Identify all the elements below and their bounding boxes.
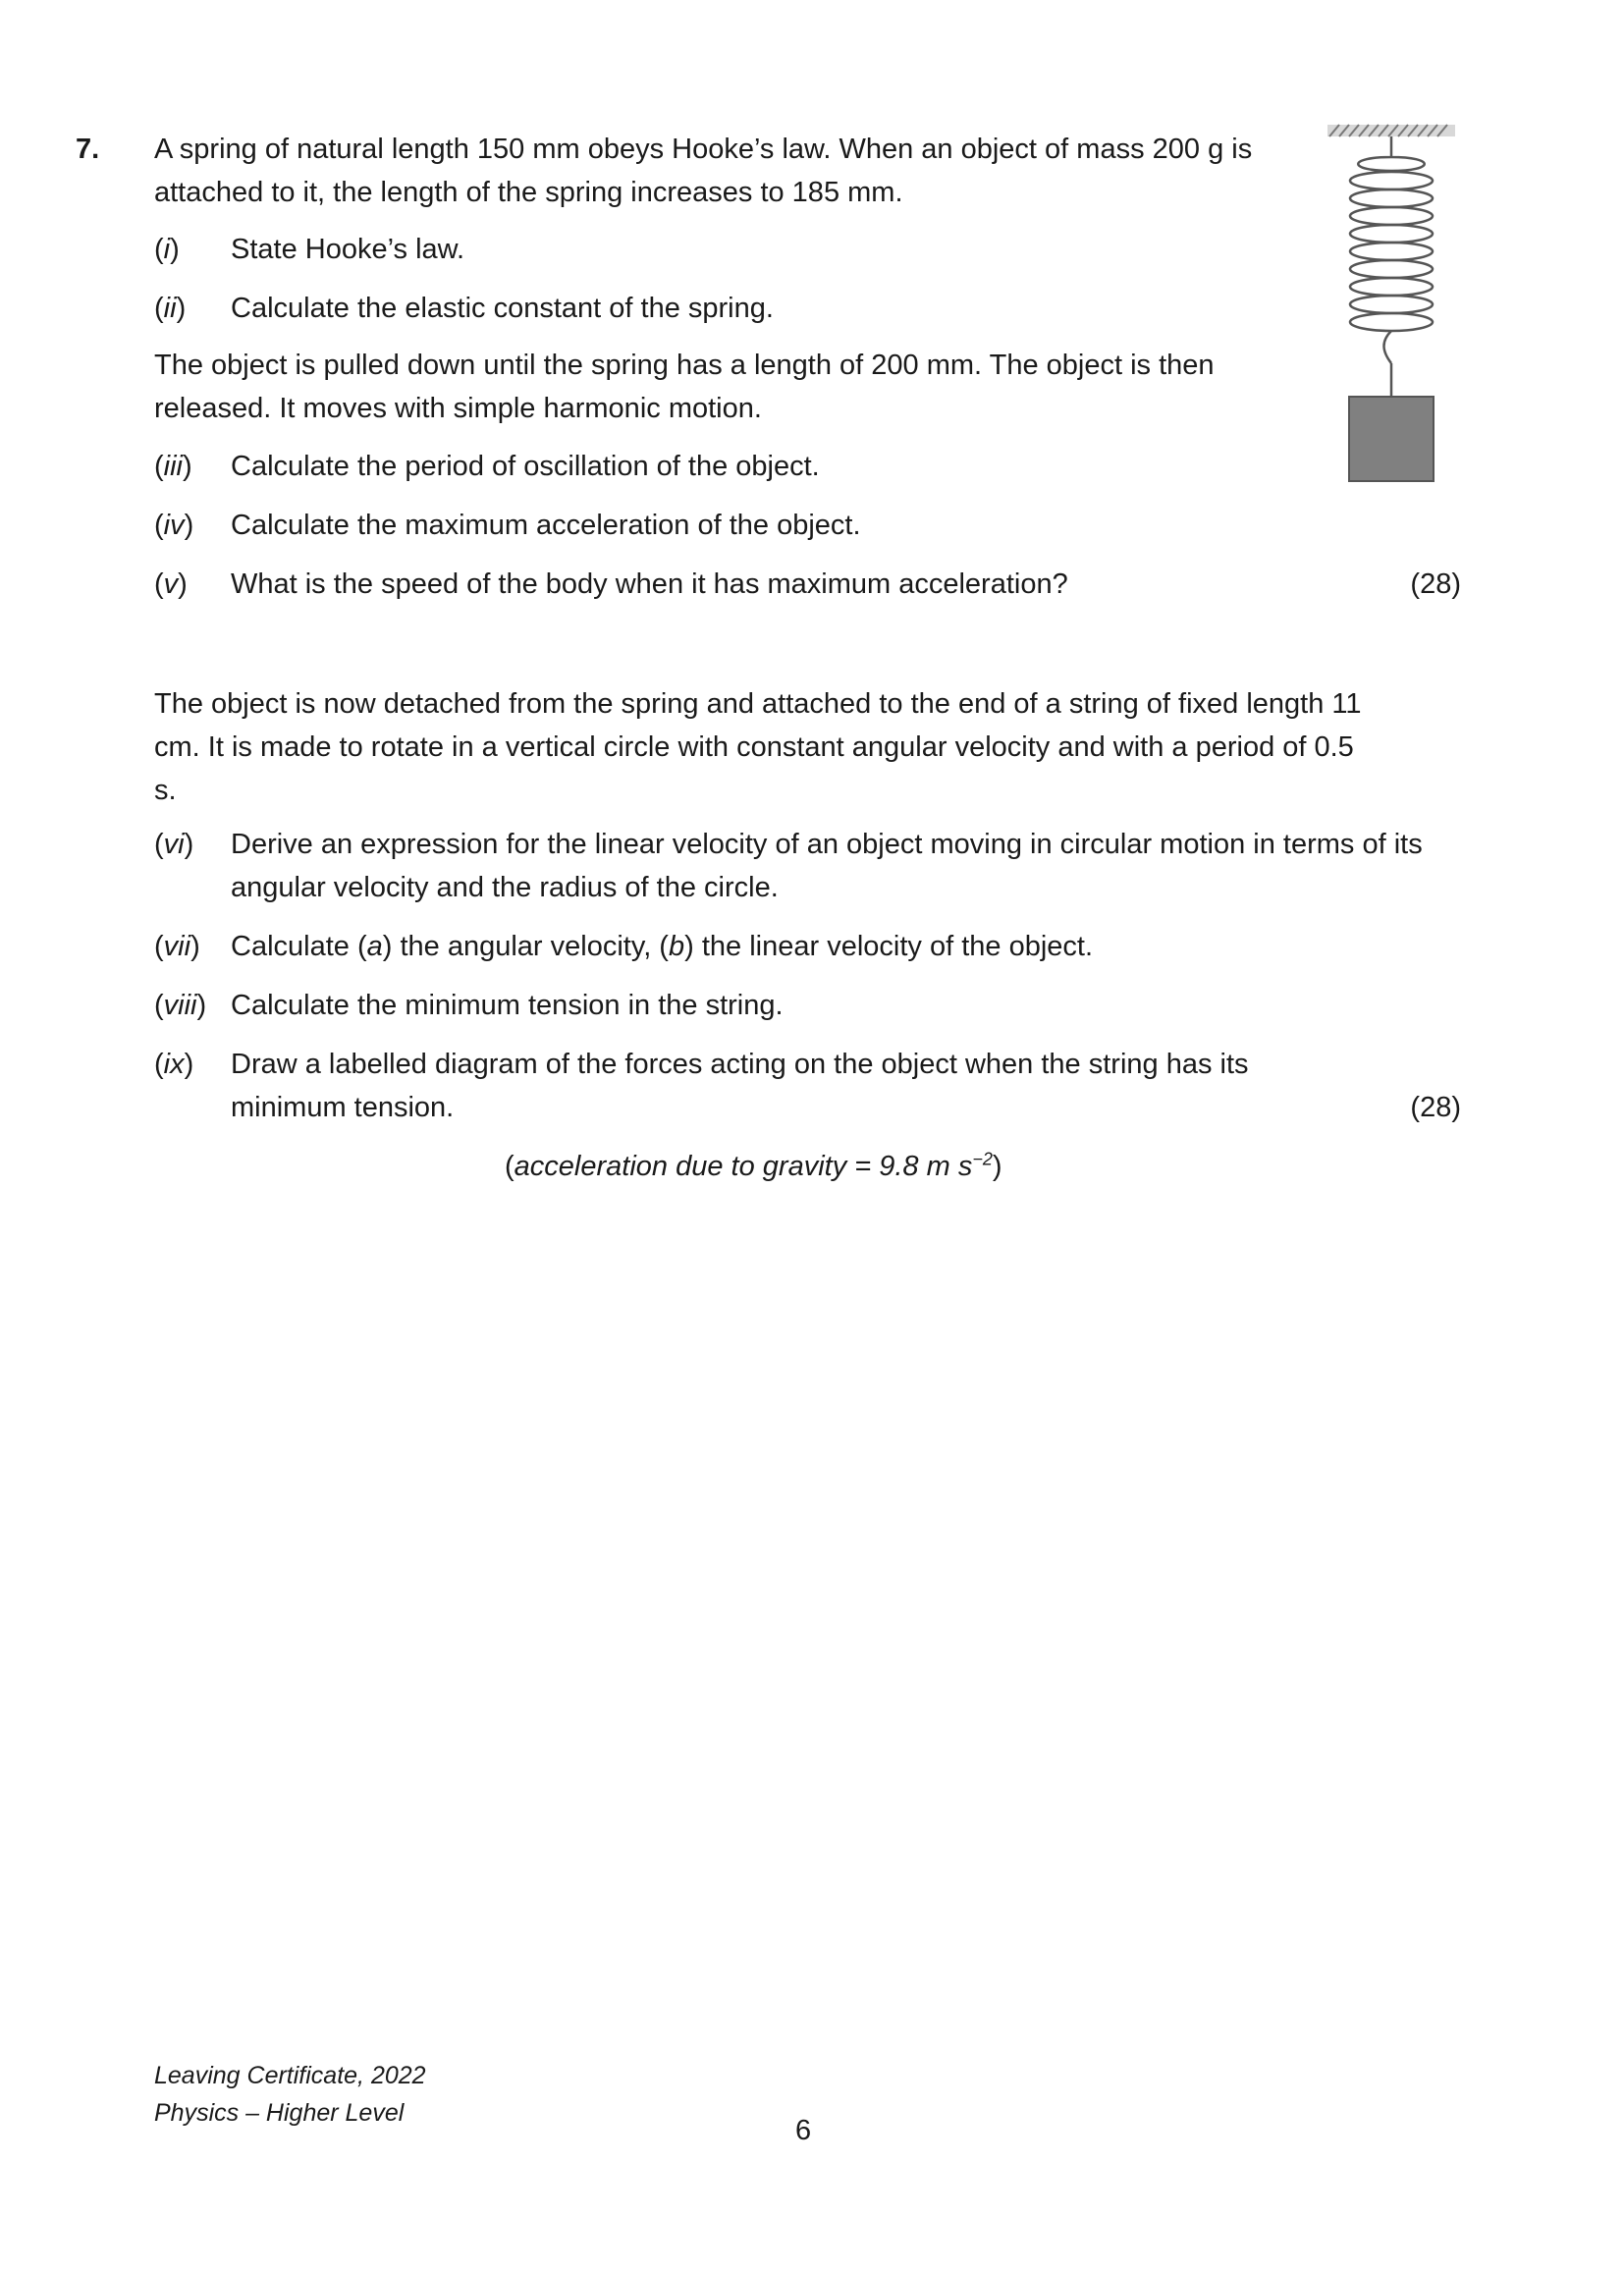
marks-first: (28) — [1410, 568, 1461, 600]
part-text: Calculate the period of oscillation of the object. — [231, 451, 820, 482]
part-label: ix — [163, 1049, 185, 1080]
page-number: 6 — [795, 2115, 812, 2146]
part-text: What is the speed of the body when it has maximum acceleration? — [231, 568, 1068, 600]
part-text: Draw a labelled diagram of the forces acting on the object when the string has its minimum tension. — [231, 1049, 1249, 1123]
part-label: i — [163, 234, 171, 265]
part-label: iii — [163, 451, 184, 482]
part-text: State Hooke’s law. — [231, 234, 465, 265]
part-sub-a: a — [366, 931, 383, 962]
part-text: Calculate the elastic constant of the spring. — [231, 293, 774, 324]
question-number: 7. — [76, 134, 100, 165]
spring-mass-diagram — [1327, 120, 1465, 493]
mass-block — [1349, 397, 1434, 481]
question-intro: A spring of natural length 150 mm obeys Hooke’s law. When an object of mass 200 g is attached to it, the length of the spring increases to 185 mm. — [154, 134, 1253, 208]
gravity-exponent: −2 — [972, 1149, 993, 1169]
part-sub-b: b — [668, 931, 685, 962]
gravity-text: acceleration due to gravity = 9.8 m s — [514, 1151, 973, 1182]
part-text: Calculate the minimum tension in the string. — [231, 990, 784, 1021]
footer-subject: Physics – Higher Level — [154, 2099, 405, 2127]
part-text-post: ) the linear velocity of the object. — [684, 931, 1094, 962]
part-label: ii — [163, 293, 177, 324]
part-text-pre: Calculate ( — [231, 931, 367, 962]
gravity-note: (acceleration due to gravity = 9.8 m $s^{-2}$) — [505, 1149, 1002, 1182]
marks-second: (28) — [1410, 1092, 1461, 1123]
part-label: vi — [163, 829, 185, 860]
footer-exam: Leaving Certificate, 2022 — [154, 2062, 426, 2089]
spring-coils — [1350, 136, 1433, 397]
second-intro: The object is now detached from the spring and attached to the end of a string of fixed length 11 cm. It is made to rotate in a vertical circle with constant angular velocity and with a period of 0.5 s. — [154, 688, 1362, 806]
part-text: Calculate the maximum acceleration of the object. — [231, 510, 861, 541]
part-label: v — [163, 568, 179, 600]
part-label: viii — [163, 990, 197, 1021]
part-label: iv — [163, 510, 185, 541]
part-text-mid: ) the angular velocity, ( — [382, 931, 669, 962]
part-text: Derive an expression for the linear velocity of an object moving in circular motion in terms of its angular velocity and the radius of the circle. — [231, 829, 1423, 903]
part-label: vii — [163, 931, 191, 962]
question-middle: The object is pulled down until the spring has a length of 200 mm. The object is then released. It moves with simple harmonic motion. — [154, 350, 1215, 424]
